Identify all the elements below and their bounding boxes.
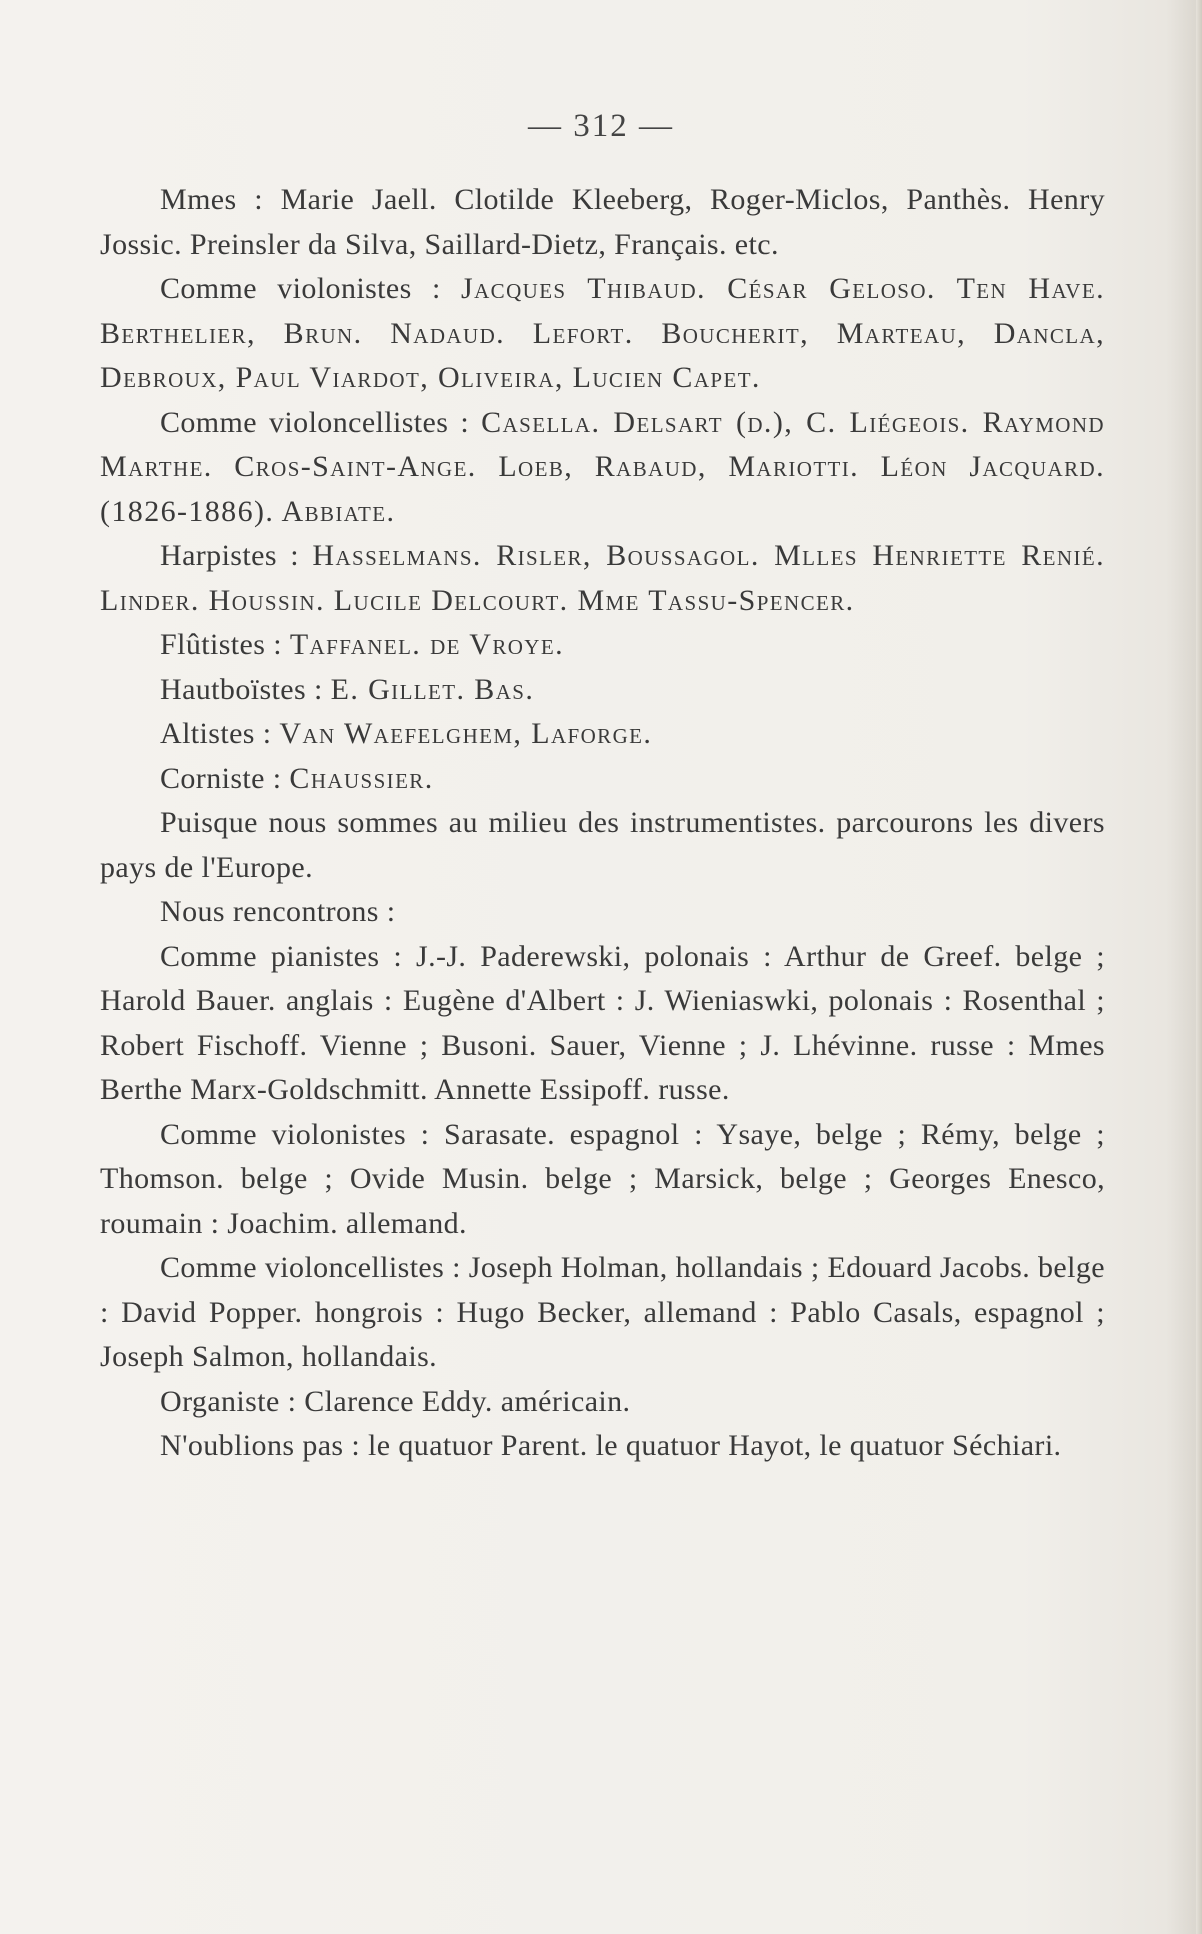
body-text bbox=[100, 178, 1105, 1469]
paragraph-europe-intro: Puisque nous sommes au milieu des instrumentistes. parcourons les divers pays de l'Europe. bbox=[100, 806, 1105, 884]
paragraph-label: Flûtistes : bbox=[160, 628, 290, 661]
paragraph-oboists bbox=[100, 668, 1105, 713]
paragraph-label: Corniste : bbox=[160, 761, 290, 795]
paragraph-names: Van Waefelghem, Laforge. bbox=[279, 717, 653, 750]
paragraph-cellists-europe: Comme violoncellistes : Joseph Holman, hollandais ; Edouard Jacobs. belge : David Popper. hongrois : Hugo Becker, allemand : Pablo Casals, espagnol ; Joseph Salmon, hollandais. bbox=[100, 1251, 1105, 1373]
paragraph-violinists-europe: Comme violonistes : Sarasate. espagnol : Ysaye, belge ; Rémy, belge ; Thomson. belge ; Ovide Musin. belge ; Marsick, belge ; Georges Enesco, roumain : Joachim. allemand. bbox=[100, 1117, 1105, 1240]
paragraph-quartets: N'oublions pas : le quatuor Parent. le quatuor Hayot, le quatuor Séchiari. bbox=[160, 1429, 1062, 1462]
paragraph-we-meet: Nous rencontrons : bbox=[160, 895, 396, 928]
paragraph-names: Jacques Thibaud. César Geloso. Ten Have. Berthelier, Brun. Nadaud. Lefort. Boucherit, Marteau, Dancla, Debroux, Paul Viardot, Oliveira, Lucien Capet. bbox=[100, 272, 1106, 394]
paragraph-violists bbox=[100, 712, 1105, 757]
paragraph-label: Harpistes : bbox=[160, 539, 313, 572]
paragraph-label: Hautboïstes : bbox=[160, 672, 331, 706]
paragraph-harpists bbox=[100, 534, 1105, 623]
paragraph-cellists-france bbox=[100, 401, 1105, 535]
paragraph-names: Chaussier. bbox=[289, 761, 434, 795]
page-edge-shadow bbox=[1196, 0, 1202, 1934]
paragraph-names: Casella. Delsart (d.), C. Liégeois. Raymond Marthe. Cros-Saint-Ange. Loeb, Rabaud, Mariotti. Léon Jacquard. (1826-1886). Abbiate. bbox=[100, 405, 1105, 528]
paragraph-pianists-europe: Comme pianistes : J.-J. Paderewski, polonais : Arthur de Greef. belge ; Harold Bauer. anglais : Eugène d'Albert : J. Wieniaswki, polonais : Rosenthal ; Robert Fischoff. Vienne ; Busoni. Sauer, Vienne ; J. Lhévinne. russe : Mmes Berthe Marx-Goldschmitt. Annette Essipoff. russe. bbox=[100, 939, 1105, 1106]
paragraph-label: Comme violoncellistes : bbox=[160, 405, 482, 439]
page-number: — 312 — bbox=[528, 108, 674, 144]
paragraph-flutists bbox=[100, 623, 1105, 668]
paragraph-label: Altistes : bbox=[160, 717, 280, 750]
paragraph-label: Comme violonistes : bbox=[160, 272, 462, 305]
paragraph-organist: Organiste : Clarence Eddy. américain. bbox=[160, 1384, 631, 1418]
paragraph-names: E. Gillet. Bas. bbox=[330, 672, 535, 706]
paragraph-mmes-list: Mmes : Marie Jaell. Clotilde Kleeberg, Roger-Miclos, Panthès. Henry Jossic. Preinsler da Silva, Saillard-Dietz, Français. etc. bbox=[100, 183, 1105, 261]
paragraph-violinists-france bbox=[100, 267, 1105, 401]
paragraph-hornist bbox=[100, 757, 1105, 802]
paragraph-names: Taffanel. de Vroye. bbox=[289, 628, 564, 661]
paragraph-names: Hasselmans. Risler, Boussagol. Mlles Henriette Renié. Linder. Houssin. Lucile Delcourt. Mme Tassu-Spencer. bbox=[100, 539, 1105, 617]
